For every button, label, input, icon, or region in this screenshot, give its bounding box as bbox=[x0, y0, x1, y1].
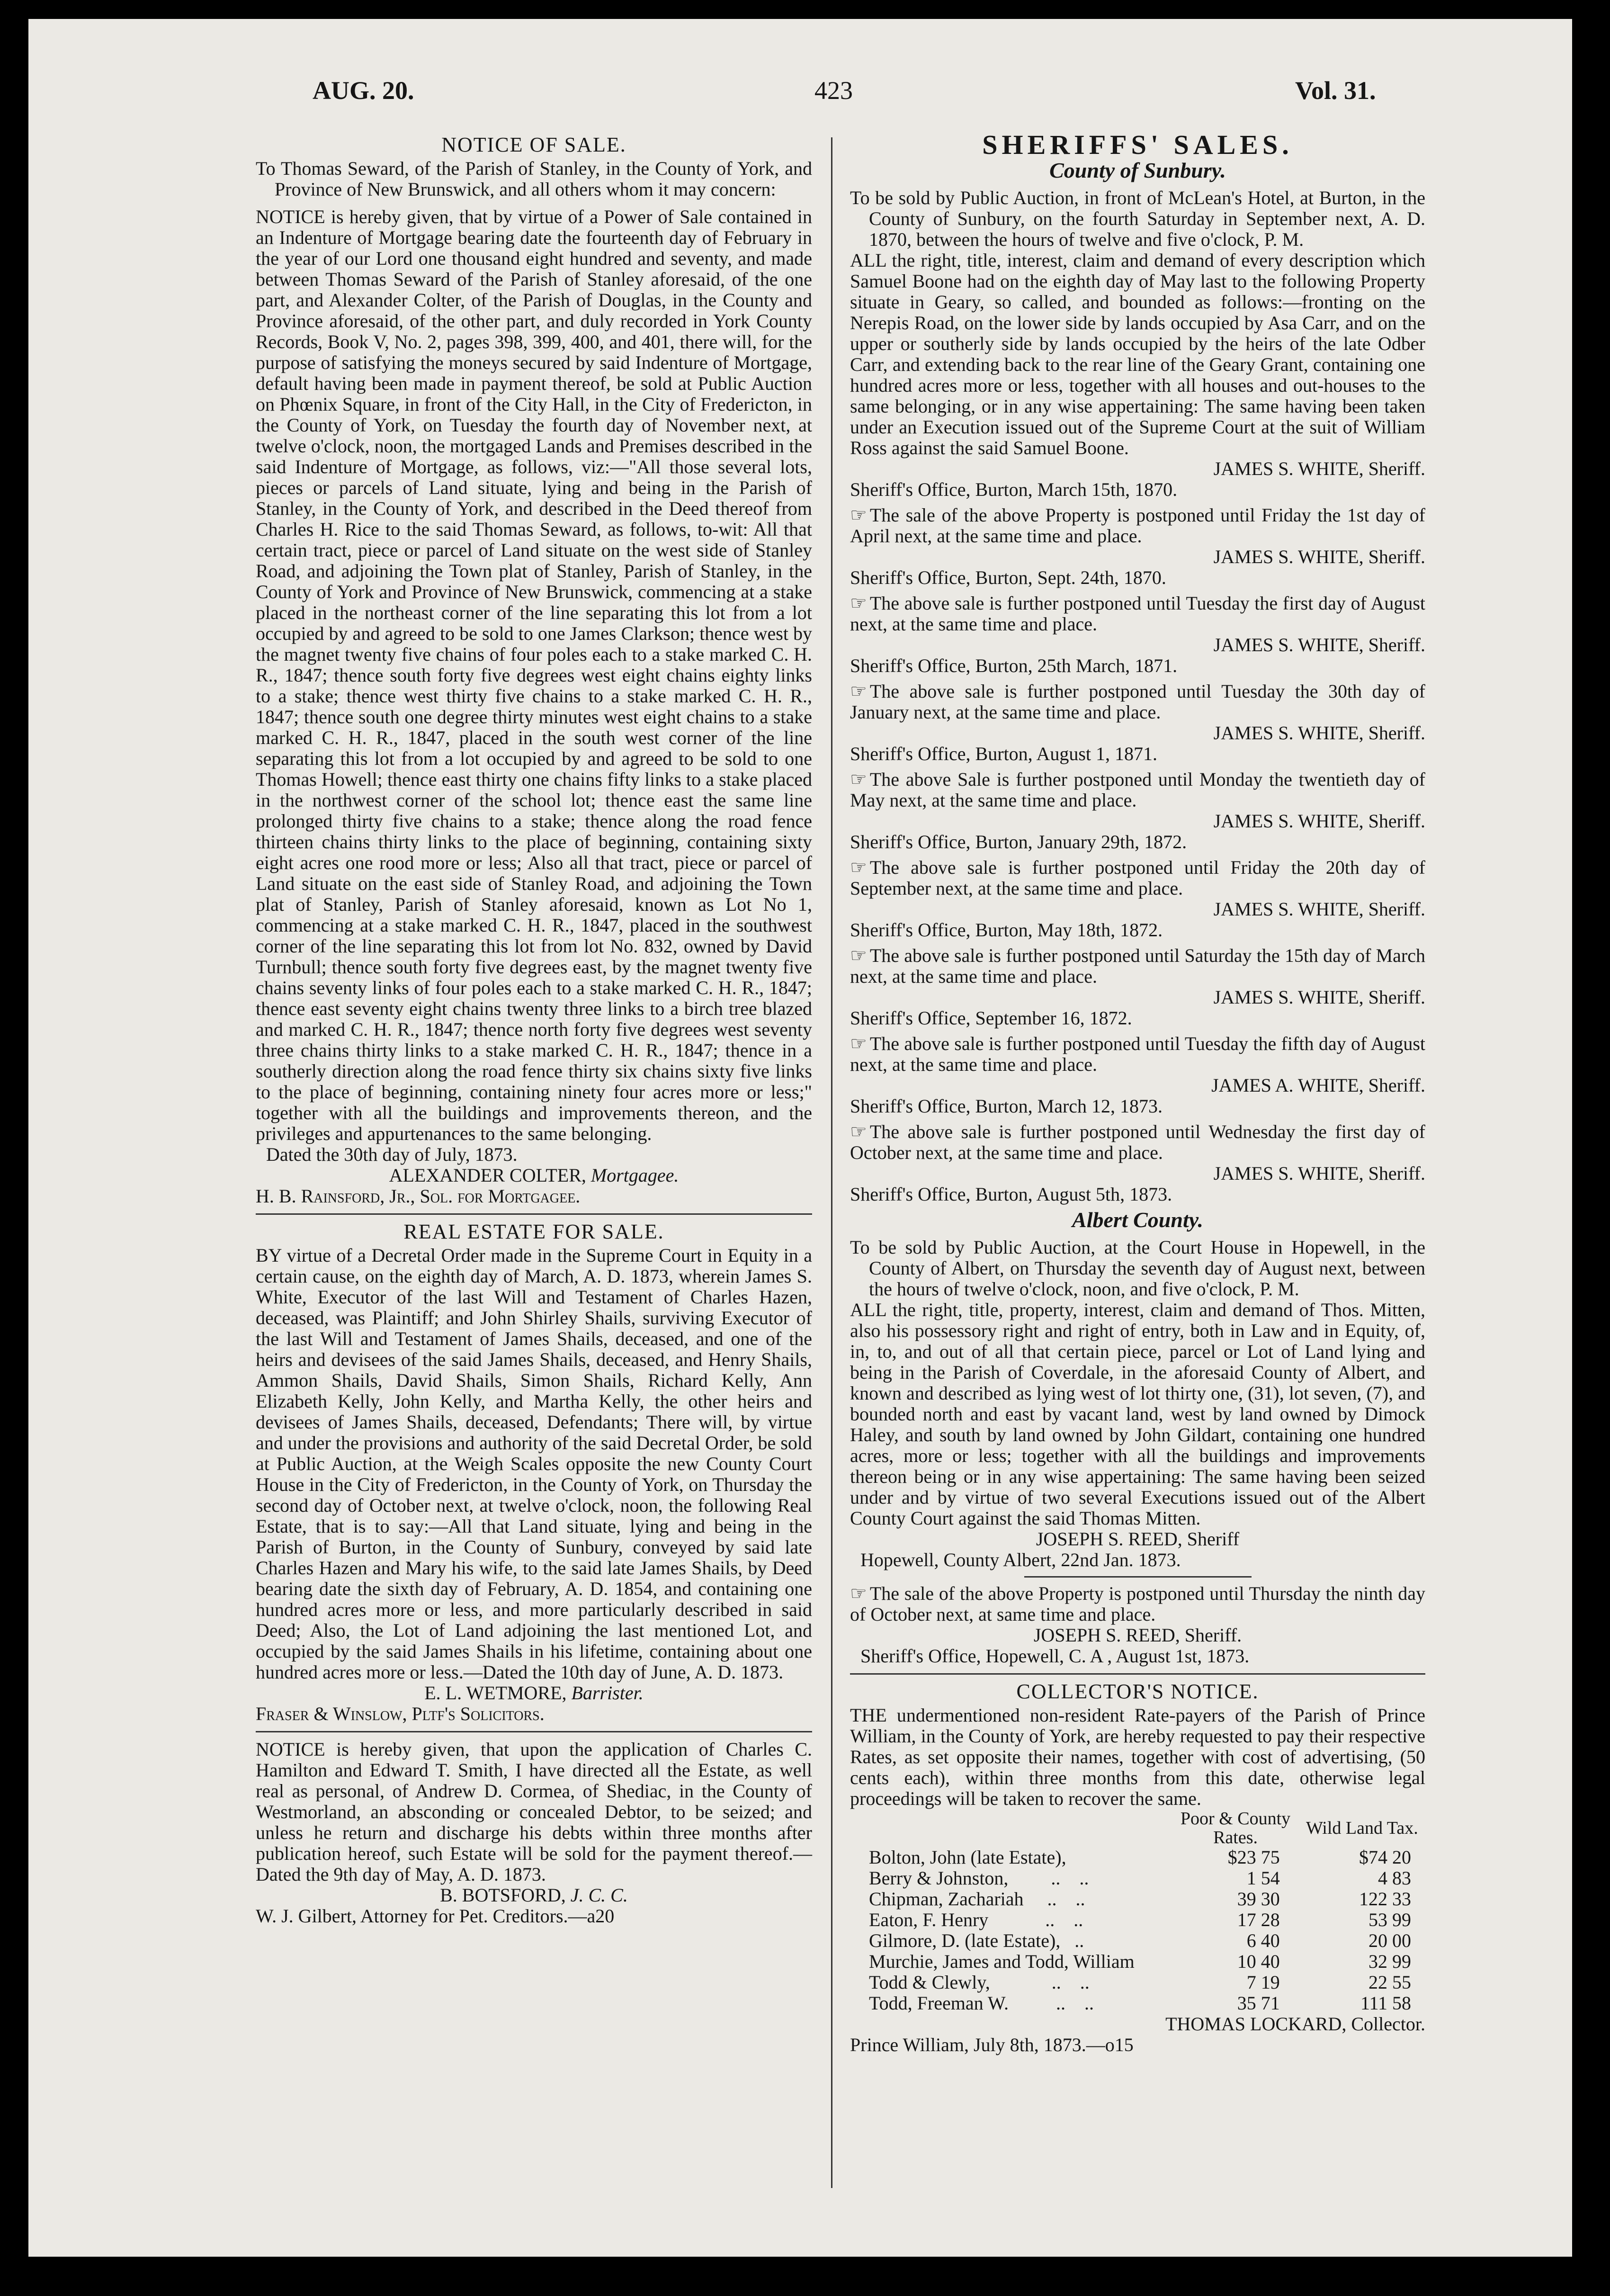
table-row bbox=[850, 1910, 1425, 1930]
ratepayer-name: Todd, Freeman W. .. .. bbox=[869, 1992, 1094, 2014]
ratepayer-name: Chipman, Zachariah .. .. bbox=[869, 1888, 1085, 1910]
section-rule bbox=[850, 1673, 1425, 1675]
tax-column-header: Wild Land Tax. bbox=[1306, 1818, 1418, 1838]
debtor-notice-attorney: W. J. Gilbert, Attorney for Pet. Creditors.—a20 bbox=[256, 1905, 615, 1927]
postponement-list bbox=[850, 505, 1425, 1205]
column-divider bbox=[831, 137, 832, 2188]
tax-amount: $74 20 bbox=[1359, 1847, 1411, 1868]
postponement-notice bbox=[850, 593, 1425, 676]
postponement-text bbox=[850, 769, 1425, 811]
volume-number: Vol. 31. bbox=[1295, 76, 1376, 105]
real-estate-signature bbox=[256, 1683, 812, 1704]
rates-amount: 10 40 bbox=[1237, 1951, 1280, 1972]
postponement-signature: JAMES S. WHITE, Sheriff. bbox=[1213, 898, 1425, 920]
signature-name: E. L. WETMORE, bbox=[424, 1682, 572, 1704]
albert-body: ALL the right, title, property, interest, claim and demand of Thos. Mitten, also his possessory right and right of entry, both in Law and in Equity, of, in, to, and out of all that certain piece, parcel or Lot of Land lying and being in the Parish of Coverdale, in the aforesaid County of Albert, and known and described as lying west of lot thirty one, (31), lot seven, (7), and bounded north and east by vacant land, west by land owned by Dimock Haley, and south by land owned by John Gildart, containing one hundred acres, more or less; together with all the buildings and improvements thereon being or in any wise appertaining: The same having been seized under and by virtue of two several Executions issued out of the Albert County Court against the said Thomas Mitten. bbox=[850, 1299, 1425, 1529]
sunbury-intro: To be sold by Public Auction, in front of McLean's Hotel, at Burton, in the County of Sunbury, on the fourth Saturday in September next, A. D. 1870, between the hours of twelve and five o'clock, P. M. bbox=[850, 187, 1425, 250]
notice-of-sale-body: NOTICE is hereby given, that by virtue of a Power of Sale contained in an Indenture of Mortgage bearing date the fourteenth day of February in the year of our Lord one thousand eight hundred and seventy, and made between Thomas Seward of the Parish of Stanley aforesaid, of the one part, and Alexander Colter, of the Parish of Douglas, in the County and Province aforesaid, of the other part, and duly recorded in York County Records, Book V, No. 2, pages 398, 399, 400, and 401, there will, for the purpose of satisfying the moneys secured by said Indenture of Mortgage, default having been made in payment thereof, be sold at Public Auction on Phœnix Square, in front of the City Hall, in the City of Fredericton, in the County of York, on Tuesday the fourth day of November next, at twelve o'clock, noon, the mortgaged Lands and Premises described in the said Indenture of Mortgage, as follows, viz:—"All those several lots, pieces or parcels of Land situate, lying and being in the Parish of Stanley, in the County of York, and described in the Deed thereof from Charles H. Rice to the said Thomas Seward, as follows, to-wit: All that certain tract, piece or parcel of Land situate on the west side of Stanley Road, and adjoining the Town plat of Stanley, Parish of Stanley, in the County of York and Province of New Brunswick, commencing at a stake placed in the northeast corner of the line separating this lot from a lot occupied by and agreed to be sold to one James Clarkson; thence west by the magnet twenty five chains of four poles each to a stake marked C. H. R., 1847; thence south forty five degrees west eight chains eighty links to a stake; thence west thirty five chains to a stake marked C. H. R., 1847; thence south one degree thirty minutes west eight chains to a stake marked C. H. R., 1847, placed in the south west corner of the line separating this lot from a lot occupied by and agreed to be sold to one Thomas Howell; thence east thirty one chains fifty links to a stake placed in the northwest corner of the school lot; thence east the same line prolonged thirty five chains to a stake; thence along the road fence thirteen chains thirty links to the place of beginning, containing sixty eight acres one rood more or less; Also all that tract, piece or parcel of Land situate on the east side of Stanley Road, and adjoining the Town plat of Stanley, Parish of Stanley aforesaid, known as Lot No 1, commencing at a stake marked C. H. R., 1847, placed in the southwest corner of the line separating this lot from lot No. 832, owned by David Turnbull; thence south forty five degrees east, by the magnet twenty five chains seventy links of four poles each to a stake marked C. H. R., 1847; thence east seventy eight chains twenty three links to a birch tree blazed and marked C. H. R., 1847; thence north forty five degrees west seventy three chains thirty links to a stake marked C. H. R., 1847; thence in a southerly direction along the road fence thirty six chains sixty five links to the place of beginning, containing ninety four acres more or less;" together with all the buildings and improvements thereon, and the privileges and appurtenances to the same belonging. bbox=[256, 206, 812, 1144]
tax-amount: 122 33 bbox=[1359, 1888, 1411, 1910]
real-estate-solicitor: Fraser & Winslow, Pltf's Solicitors. bbox=[256, 1703, 545, 1724]
ratepayer-name: Gilmore, D. (late Estate), .. bbox=[869, 1930, 1084, 1951]
postponement-office: Sheriff's Office, Burton, August 1, 1871. bbox=[850, 743, 1158, 764]
pointing-hand-icon: ☞ bbox=[850, 945, 867, 966]
section-rule bbox=[256, 1731, 812, 1732]
collector-notice-body: THE undermentioned non-resident Rate-payers of the Parish of Prince William, in the County of York, are hereby requested to pay their respective Rates, as set opposite their names, together with cost of advertising, (50 cents each), within three months from this date, otherwise legal proceedings will be taken to recover the same. bbox=[850, 1704, 1425, 1809]
sheriffs-sales-title: SHERIFFS' SALES. bbox=[982, 129, 1293, 160]
pointing-hand-icon: ☞ bbox=[850, 857, 867, 878]
albert-signature: JOSEPH S. REED, Sheriff bbox=[1036, 1528, 1240, 1550]
table-row bbox=[850, 1847, 1425, 1868]
rates-amount: $23 75 bbox=[1227, 1847, 1280, 1868]
rates-table bbox=[850, 1809, 1425, 2014]
section-rule bbox=[256, 1213, 812, 1215]
sunbury-county-heading: County of Sunbury. bbox=[1049, 158, 1226, 182]
rates-amount: 39 30 bbox=[1237, 1888, 1280, 1910]
tax-amount: 32 99 bbox=[1368, 1951, 1411, 1972]
postponement-office: Sheriff's Office, Burton, August 5th, 1873. bbox=[850, 1184, 1172, 1205]
postponement-notice bbox=[850, 1033, 1425, 1117]
tax-amount: 22 55 bbox=[1368, 1972, 1411, 1993]
signature-role: Mortgagee. bbox=[590, 1165, 679, 1186]
signature-role: Barrister. bbox=[571, 1682, 644, 1704]
postponement-body: The above sale is further postponed until Wednesday the first day of October next, at the same time and place. bbox=[850, 1121, 1425, 1163]
ratepayer-name: Eaton, F. Henry .. .. bbox=[869, 1909, 1083, 1930]
debtor-notice-signature bbox=[256, 1885, 812, 1906]
postponement-text bbox=[850, 1033, 1425, 1075]
rates-table-body bbox=[850, 1847, 1425, 2014]
pointing-hand-icon: ☞ bbox=[850, 681, 867, 702]
albert-place: Hopewell, County Albert, 22nd Jan. 1873. bbox=[860, 1549, 1181, 1570]
rates-amount: 17 28 bbox=[1237, 1909, 1280, 1930]
albert-county-heading: Albert County. bbox=[1072, 1208, 1203, 1232]
postponement-signature: JAMES S. WHITE, Sheriff. bbox=[1213, 1163, 1425, 1184]
postponement-body: The above sale is further postponed until Tuesday the fifth day of August next, at the same time and place. bbox=[850, 1033, 1425, 1075]
postponement-notice bbox=[850, 769, 1425, 852]
real-estate-title: REAL ESTATE FOR SALE. bbox=[403, 1220, 664, 1243]
collector-signature: THOMAS LOCKARD, Collector. bbox=[1165, 2013, 1425, 2035]
signature-name: B. BOTSFORD, bbox=[440, 1884, 571, 1906]
table-row bbox=[850, 1993, 1425, 2014]
postponement-text bbox=[850, 681, 1425, 723]
postponement-signature: JAMES A. WHITE, Sheriff. bbox=[1211, 1075, 1425, 1096]
tax-amount: 4 83 bbox=[1378, 1867, 1411, 1889]
collector-dated: Prince William, July 8th, 1873.—o15 bbox=[850, 2034, 1134, 2055]
postponement-text bbox=[850, 593, 1425, 635]
table-row bbox=[850, 1868, 1425, 1889]
notice-of-sale bbox=[256, 135, 812, 1207]
pointing-hand-icon: ☞ bbox=[850, 1121, 867, 1142]
pointing-hand-icon: ☞ bbox=[850, 1033, 867, 1054]
postponement-body: The above sale is further postponed until Saturday the 15th day of March next, at the same time and place. bbox=[850, 945, 1425, 987]
absconding-debtor-notice bbox=[256, 1739, 812, 1927]
right-column bbox=[850, 129, 1425, 2055]
pointing-hand-icon: ☞ bbox=[850, 1583, 867, 1604]
tax-amount: 53 99 bbox=[1368, 1909, 1411, 1930]
issue-date: AUG. 20. bbox=[313, 76, 414, 105]
postponement-notice bbox=[850, 1121, 1425, 1205]
postponement-text bbox=[850, 505, 1425, 547]
table-row bbox=[850, 1951, 1425, 1972]
table-row bbox=[850, 1889, 1425, 1910]
postponement-office: Sheriff's Office, Burton, March 12, 1873. bbox=[850, 1095, 1163, 1117]
postponement-office: Sheriff's Office, September 16, 1872. bbox=[850, 1007, 1132, 1029]
table-row bbox=[850, 1972, 1425, 1993]
ratepayer-name: Todd & Clewly, .. .. bbox=[869, 1972, 1090, 1993]
postponement-signature: JAMES S. WHITE, Sheriff. bbox=[1213, 546, 1425, 567]
real-estate-notice bbox=[256, 1221, 812, 1724]
postponement-signature: JAMES S. WHITE, Sheriff. bbox=[1213, 987, 1425, 1008]
postponement-notice bbox=[850, 505, 1425, 588]
postponement-text: The sale of the above Property is postponed until Thursday the ninth day of October next, at same time and place. bbox=[850, 1583, 1425, 1625]
postponement-notice bbox=[850, 857, 1425, 941]
collector-notice-title: COLLECTOR'S NOTICE. bbox=[1016, 1680, 1259, 1703]
albert-intro: To be sold by Public Auction, at the Court House in Hopewell, in the County of Albert, on Thursday the seventh day of August next, between the hours of twelve o'clock, noon, and five o'clock, P. M. bbox=[850, 1237, 1425, 1300]
pointing-hand-icon: ☞ bbox=[850, 769, 867, 790]
albert-postponement bbox=[850, 1583, 1425, 1625]
postponement-notice bbox=[850, 945, 1425, 1029]
pointing-hand-icon: ☞ bbox=[850, 504, 867, 526]
rates-amount: 35 71 bbox=[1237, 1992, 1280, 2014]
rates-amount: 7 19 bbox=[1246, 1972, 1280, 1993]
signature-name: ALEXANDER COLTER, bbox=[389, 1165, 591, 1186]
newspaper-page bbox=[28, 19, 1572, 2257]
postponement-text bbox=[850, 1121, 1425, 1163]
albert-post-signature: JOSEPH S. REED, Sheriff. bbox=[1033, 1624, 1242, 1646]
postponement-office: Sheriff's Office, Burton, 25th March, 1871. bbox=[850, 655, 1178, 676]
albert-post-office: Sheriff's Office, Hopewell, C. A , August 1st, 1873. bbox=[860, 1645, 1250, 1667]
postponement-office: Sheriff's Office, Burton, Sept. 24th, 1870. bbox=[850, 567, 1166, 588]
postponement-office: Sheriff's Office, Burton, May 18th, 1872. bbox=[850, 919, 1163, 941]
notice-of-sale-dated: Dated the 30th day of July, 1873. bbox=[266, 1144, 518, 1165]
sunbury-body: ALL the right, title, interest, claim and demand of every description which Samuel Boone had on the eighth day of May last to the following Property situate in Geary, so called, and bounded as follows:—fronting on the Nerepis Road, on the lower side by lands occupied by Asa Carr, and on the upper or southerly side by lands occupied by the heirs of the late Odber Carr, and extending back to the rear line of the Geary Grant, containing one hundred acres more or less, together with all houses and out-houses to the same belonging, or in any wise appertaining: The same having been taken under an Execution issued out of the Supreme Court at the suit of William Ross against the said Samuel Boone. bbox=[850, 250, 1425, 458]
ratepayer-name: Murchie, James and Todd, William bbox=[869, 1951, 1135, 1972]
notice-of-sale-address: To Thomas Seward, of the Parish of Stanley, in the County of York, and Province of New Brunswick, and all others whom it may concern: bbox=[256, 158, 812, 200]
ratepayer-name: Berry & Johnston, .. .. bbox=[869, 1867, 1089, 1889]
postponement-body: The above Sale is further postponed until Monday the twentieth day of May next, at the same time and place. bbox=[850, 769, 1425, 811]
postponement-office: Sheriff's Office, Burton, January 29th, 1872. bbox=[850, 831, 1187, 852]
table-row bbox=[850, 1930, 1425, 1951]
postponement-body: The above sale is further postponed until Tuesday the 30th day of January next, at the same time and place. bbox=[850, 681, 1425, 723]
postponement-text bbox=[850, 945, 1425, 987]
rates-table-header bbox=[850, 1809, 1425, 1847]
short-rule bbox=[1024, 1576, 1252, 1578]
notice-of-sale-solicitor: H. B. Rainsford, Jr., Sol. for Mortgagee. bbox=[256, 1185, 581, 1207]
postponement-body: The above sale is further postponed until Tuesday the first day of August next, at the same time and place. bbox=[850, 592, 1425, 635]
pointing-hand-icon: ☞ bbox=[850, 592, 867, 614]
postponement-notice bbox=[850, 681, 1425, 764]
tax-amount: 20 00 bbox=[1368, 1930, 1411, 1951]
rates-amount: 1 54 bbox=[1246, 1867, 1280, 1889]
postponement-signature: JAMES S. WHITE, Sheriff. bbox=[1213, 634, 1425, 655]
page-number: 423 bbox=[814, 76, 853, 105]
ratepayer-name: Bolton, John (late Estate), bbox=[869, 1847, 1066, 1868]
postponement-body: The sale of the above Property is postponed until Friday the 1st day of April next, at the same time and place. bbox=[850, 504, 1425, 547]
debtor-notice-body: NOTICE is hereby given, that upon the application of Charles C. Hamilton and Edward T. Smith, I have directed all the Estate, as well real as personal, of Andrew D. Cormea, of Shediac, in the County of Westmorland, an absconding or concealed Debtor, to be seized; and unless he return and discharge his debts within three months after publication hereof, such Estate will be sold for the payment thereof.—Dated the 9th day of May, A. D. 1873. bbox=[256, 1739, 812, 1885]
postponement-signature: JAMES S. WHITE, Sheriff. bbox=[1213, 722, 1425, 744]
real-estate-body: BY virtue of a Decretal Order made in the Supreme Court in Equity in a certain cause, on the eighth day of March, A. D. 1873, wherein James S. White, Executor of the last Will and Testament of Charles Hazen, deceased, was Plaintiff; and John Shirley Shails, surviving Executor of the last Will and Testament of James Shails, deceased, and one of the heirs and devisees of the said James Shails, deceased, and Henry Shails, Ammon Shails, David Shails, Simon Shails, Richard Kelly, Ann Elizabeth Kelly, John Kelly, and Martha Kelly, the other heirs and devisees of James Shails, deceased, Defendants; There will, by virtue and under the provisions and authority of the said Decretal Order, be sold at Public Auction, at the Weigh Scales opposite the new County Court House in the City of Fredericton, in the County of York, on Thursday the second day of October next, at twelve o'clock, noon, the following Real Estate, that is to say:—All that Land situate, lying and being in the Parish of Burton, in the County of Sunbury, conveyed by said late Charles Hazen and Mary his wife, to the said late James Shails, by Deed bearing date the sixth day of February, A. D. 1854, and containing one hundred acres more or less, and more particularly described in said Deed; Also, the Lot of Land adjoining the last mentioned Lot, and occupied by the said James Shails in his lifetime, containing about one hundred acres more or less.—Dated the 10th day of June, A. D. 1873. bbox=[256, 1245, 812, 1683]
sunbury-signature: JAMES S. WHITE, Sheriff. bbox=[1213, 458, 1425, 479]
left-column bbox=[256, 133, 812, 1927]
rates-amount: 6 40 bbox=[1246, 1930, 1280, 1951]
postponement-signature: JAMES S. WHITE, Sheriff. bbox=[1213, 810, 1425, 832]
notice-of-sale-signature bbox=[256, 1165, 812, 1186]
rates-column-header: Poor & County Rates. bbox=[1180, 1809, 1291, 1848]
notice-of-sale-title: NOTICE OF SALE. bbox=[441, 133, 626, 156]
signature-role: J. C. C. bbox=[570, 1884, 628, 1906]
tax-amount: 111 58 bbox=[1360, 1992, 1411, 2014]
sunbury-office: Sheriff's Office, Burton, March 15th, 1870. bbox=[850, 479, 1178, 500]
postponement-text bbox=[850, 857, 1425, 899]
postponement-body: The above sale is further postponed until Friday the 20th day of September next, at the same time and place. bbox=[850, 857, 1425, 899]
